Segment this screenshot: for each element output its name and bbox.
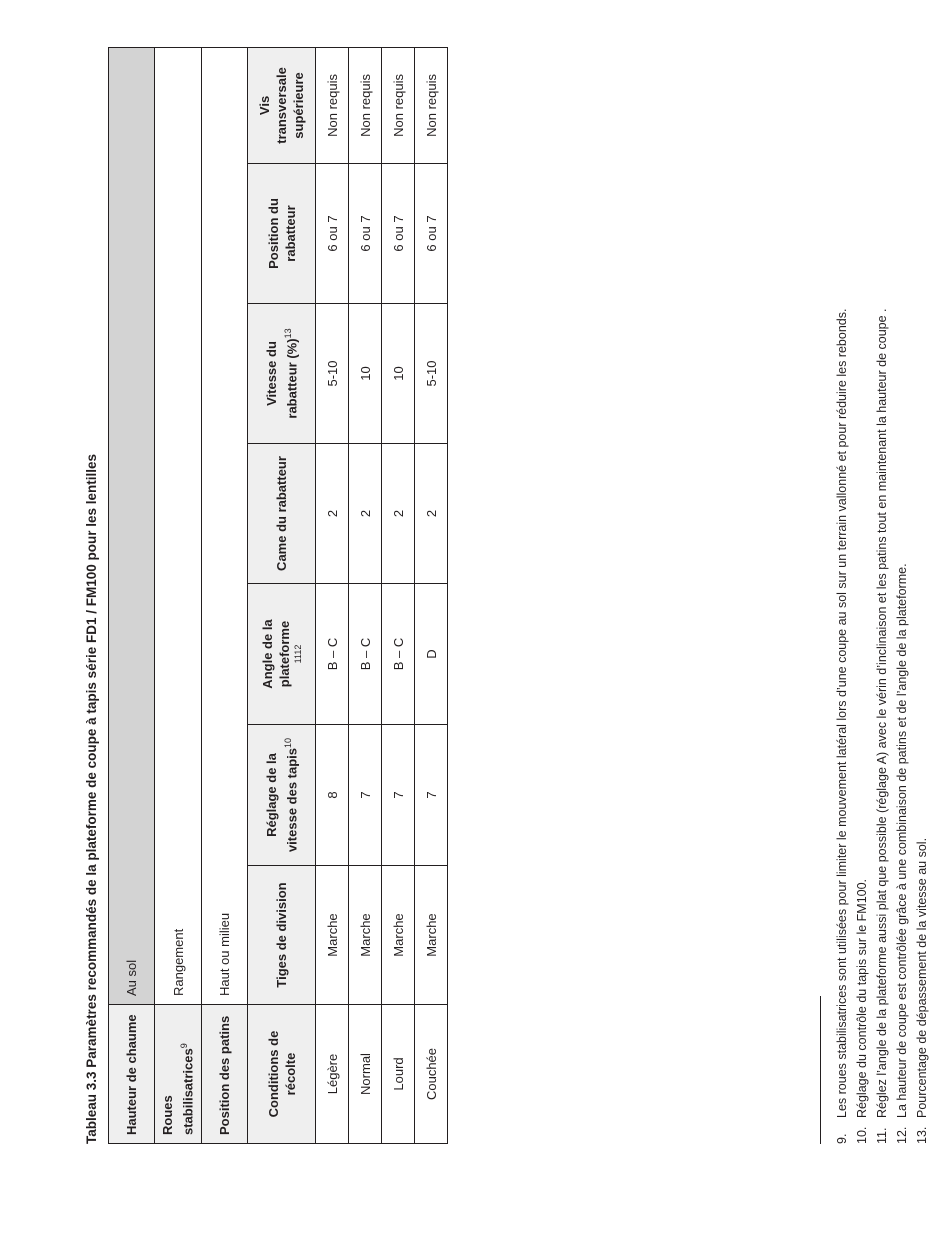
setting-row-stubble [109,47,155,1143]
table-cell: Couchée [415,1005,448,1144]
table-cell: B – C [382,584,415,725]
table-cell: 2 [349,444,382,584]
header-reel-speed: Vitesse du rabatteur (%)$^{13}$ [248,304,316,444]
footnote-11: 11.Réglez l’angle de la plateforme aussi plat que possible (réglage A) avec le vérin d’inclinaison et les patins tout en maintenant la hauteur de coupe . [875,308,889,1144]
header-upper-cross-auger: Vis transversale supérieure [248,47,316,163]
table-cell: 6 ou 7 [316,164,349,304]
table-cell: Non requis [349,47,382,163]
header-crop-conditions: Conditions de récolte [248,1005,316,1144]
table-cell: 6 ou 7 [415,164,448,304]
footnote-13: 13.Pourcentage de dépassement de la vitesse au sol. [915,837,929,1144]
table-cell: B – C [316,584,349,725]
setting-value: Rangement [155,47,202,1004]
table-cell: Marche [382,866,415,1005]
column-header-row [248,47,316,1143]
header-header-angle: Angle de la plateforme 1112 [248,584,316,725]
setting-label: Hauteur de chaume [109,1005,155,1144]
header-reel-position: Position du rabatteur [248,164,316,304]
setting-label: Position des patins [202,1005,248,1144]
table-cell: Marche [316,866,349,1005]
setting-row-skid-position [202,47,248,1143]
table-cell: Marche [349,866,382,1005]
table-cell: Lourd [382,1005,415,1144]
table-row [316,47,349,1143]
table-cell: 10 [349,304,382,444]
table-cell: 5-10 [316,304,349,444]
setting-value: Haut ou milieu [202,47,248,1004]
table-cell: 6 ou 7 [382,164,415,304]
table-cell: 2 [382,444,415,584]
table-cell: 2 [415,444,448,584]
table-cell: Non requis [316,47,349,163]
setting-row-stabilizer-wheels [155,47,202,1143]
table-cell: 2 [316,444,349,584]
table-cell: Marche [415,866,448,1005]
setting-value: Au sol [109,47,155,1004]
table-cell: Légère [316,1005,349,1144]
header-reel-cam: Came du rabatteur [248,444,316,584]
table-cell: D [415,584,448,725]
table-caption: Tableau 3.3 Paramètres recommandés de la plateforme de coupe à tapis série FD1 / FM100 pour les lentilles [84,453,99,1144]
table-row [349,47,382,1143]
header-crop-dividers: Tiges de division [248,866,316,1005]
footnote-10: 10.Réglage du contrôle du tapis sur le FM100. [855,878,869,1144]
table-cell: Non requis [415,47,448,163]
header-draper-speed: Réglage de la vitesse des tapis$^{10}$ [248,725,316,866]
table-row [382,47,415,1143]
table-cell: 10 [382,304,415,444]
table-cell: Non requis [382,47,415,163]
table-row [415,47,448,1143]
settings-table [108,47,448,1144]
table-cell: Normal [349,1005,382,1144]
table-cell: 7 [382,725,415,866]
setting-label: Roues stabilisatrices$^9$ [155,1005,202,1144]
table-cell: 7 [415,725,448,866]
table-cell: B – C [349,584,382,725]
footnote-9: 9.Les roues stabilisatrices sont utilisées pour limiter le mouvement latéral lors d’une coupe au sol sur un terrain vallonné et pour réduire les rebonds. [835,308,849,1144]
footnote-separator [820,996,821,1144]
footnote-12: 12.La hauteur de coupe est contrôlée grâce à une combinaison de patins et de l’angle de la plateforme. [895,563,909,1144]
table-cell: 8 [316,725,349,866]
table-cell: 6 ou 7 [349,164,382,304]
table-cell: 7 [349,725,382,866]
table-cell: 5-10 [415,304,448,444]
